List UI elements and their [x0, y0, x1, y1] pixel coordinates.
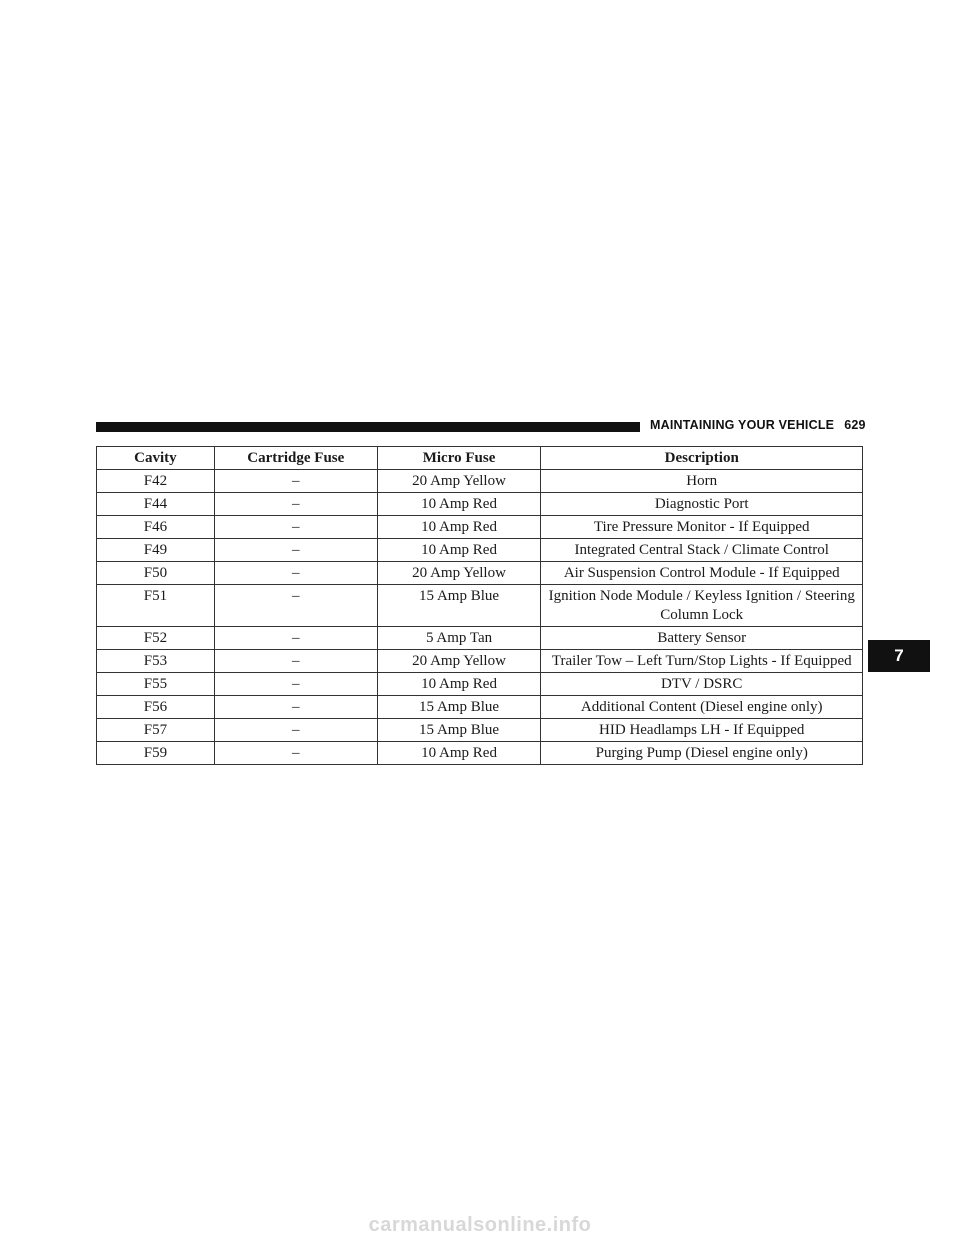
- cartridge-fuse-cell: –: [214, 493, 377, 516]
- micro-fuse-cell: 20 Amp Yellow: [377, 562, 541, 585]
- table-row: [97, 493, 863, 516]
- cartridge-fuse-cell: –: [214, 650, 377, 673]
- cartridge-fuse-cell: –: [214, 539, 377, 562]
- chapter-tab: 7: [868, 640, 930, 672]
- micro-fuse-cell: 20 Amp Yellow: [377, 650, 541, 673]
- description-cell: Trailer Tow – Left Turn/Stop Lights - If Equipped: [541, 650, 863, 673]
- micro-fuse-cell: 10 Amp Red: [377, 539, 541, 562]
- cartridge-fuse-cell: –: [214, 585, 377, 627]
- fuse-table: [96, 446, 863, 765]
- description-cell: HID Headlamps LH - If Equipped: [541, 719, 863, 742]
- description-cell: Ignition Node Module / Keyless Ignition / Steering Column Lock: [541, 585, 863, 627]
- table-row: [97, 650, 863, 673]
- micro-fuse-cell: 10 Amp Red: [377, 516, 541, 539]
- description-cell: Diagnostic Port: [541, 493, 863, 516]
- running-header: [650, 418, 866, 432]
- cavity-cell: F44: [97, 493, 215, 516]
- watermark-text: carmanualsonline.info: [368, 1214, 592, 1236]
- description-cell: Integrated Central Stack / Climate Control: [541, 539, 863, 562]
- cartridge-fuse-cell: –: [214, 673, 377, 696]
- table-row: [97, 742, 863, 765]
- cartridge-fuse-cell: –: [214, 742, 377, 765]
- micro-fuse-cell: 15 Amp Blue: [377, 696, 541, 719]
- cavity-cell: F46: [97, 516, 215, 539]
- table-row: [97, 696, 863, 719]
- description-cell: DTV / DSRC: [541, 673, 863, 696]
- table-row: [97, 585, 863, 627]
- cavity-cell: F51: [97, 585, 215, 627]
- cavity-cell: F55: [97, 673, 215, 696]
- micro-fuse-cell: 10 Amp Red: [377, 673, 541, 696]
- cavity-cell: F52: [97, 627, 215, 650]
- table-row: [97, 539, 863, 562]
- description-cell: Additional Content (Diesel engine only): [541, 696, 863, 719]
- cavity-cell: F53: [97, 650, 215, 673]
- cartridge-fuse-cell: –: [214, 719, 377, 742]
- description-cell: Air Suspension Control Module - If Equipped: [541, 562, 863, 585]
- cavity-cell: F59: [97, 742, 215, 765]
- table-row: [97, 627, 863, 650]
- cavity-cell: F49: [97, 539, 215, 562]
- table-row: [97, 516, 863, 539]
- cartridge-fuse-cell: –: [214, 627, 377, 650]
- micro-fuse-cell: 10 Amp Red: [377, 493, 541, 516]
- micro-fuse-cell: 10 Amp Red: [377, 742, 541, 765]
- description-cell: Horn: [541, 470, 863, 493]
- page-number: 629: [844, 418, 866, 432]
- column-header-description: Description: [541, 447, 863, 470]
- cavity-cell: F50: [97, 562, 215, 585]
- table-row: [97, 562, 863, 585]
- micro-fuse-cell: 5 Amp Tan: [377, 627, 541, 650]
- header-rule: [96, 422, 640, 432]
- table-row: [97, 719, 863, 742]
- table-row: [97, 470, 863, 493]
- cartridge-fuse-cell: –: [214, 696, 377, 719]
- table-row: [97, 673, 863, 696]
- cartridge-fuse-cell: –: [214, 516, 377, 539]
- cartridge-fuse-cell: –: [214, 470, 377, 493]
- cartridge-fuse-cell: –: [214, 562, 377, 585]
- description-cell: Battery Sensor: [541, 627, 863, 650]
- column-header-cavity: Cavity: [97, 447, 215, 470]
- table-header-row: [97, 447, 863, 470]
- cavity-cell: F56: [97, 696, 215, 719]
- cavity-cell: F57: [97, 719, 215, 742]
- micro-fuse-cell: 20 Amp Yellow: [377, 470, 541, 493]
- column-header-cartridge-fuse: Cartridge Fuse: [214, 447, 377, 470]
- description-cell: Purging Pump (Diesel engine only): [541, 742, 863, 765]
- section-title: MAINTAINING YOUR VEHICLE: [650, 418, 835, 432]
- cavity-cell: F42: [97, 470, 215, 493]
- column-header-micro-fuse: Micro Fuse: [377, 447, 541, 470]
- description-cell: Tire Pressure Monitor - If Equipped: [541, 516, 863, 539]
- micro-fuse-cell: 15 Amp Blue: [377, 719, 541, 742]
- micro-fuse-cell: 15 Amp Blue: [377, 585, 541, 627]
